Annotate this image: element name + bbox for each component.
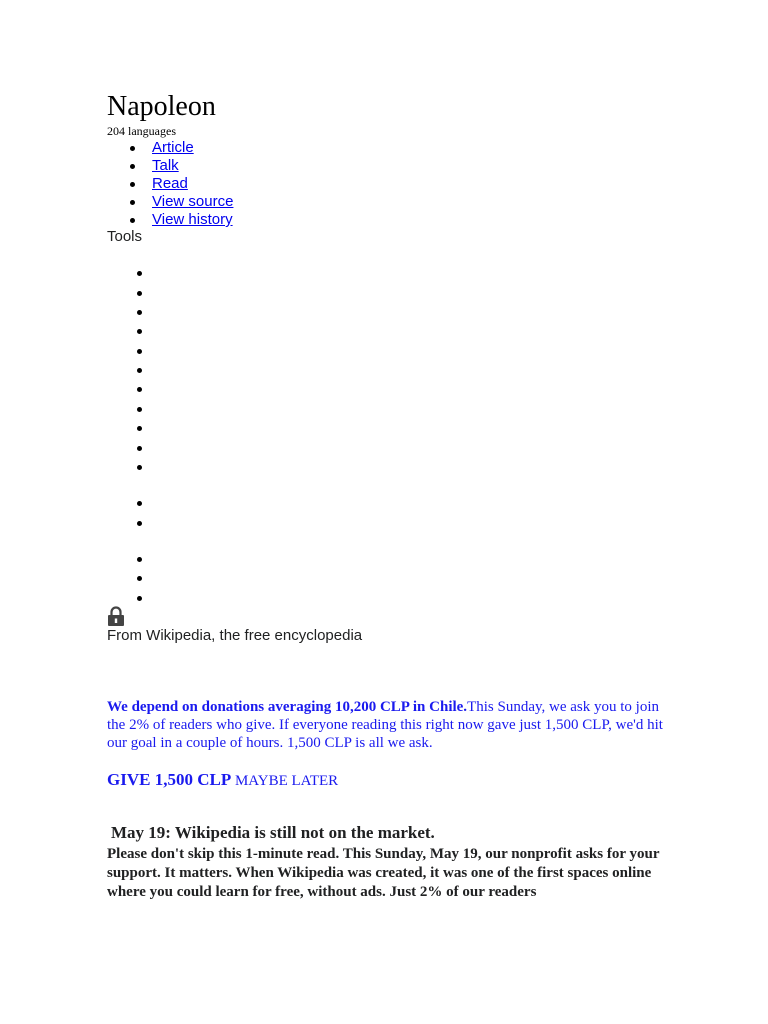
tab-read xyxy=(107,175,233,193)
tools-menu[interactable]: Tools xyxy=(107,228,143,245)
site-tagline: From Wikipedia, the free encyclopedia xyxy=(107,627,363,644)
page-title: Napoleon xyxy=(107,91,216,122)
tab-article xyxy=(107,139,233,157)
language-selector[interactable]: 204 languages xyxy=(107,124,176,138)
tools-list-item xyxy=(137,291,142,296)
appeal-title: May 19: Wikipedia is still not on the market. xyxy=(111,823,435,842)
tab-view-history xyxy=(107,211,233,229)
tools-list-item xyxy=(137,596,142,601)
tools-list-item xyxy=(137,271,142,276)
lock-icon xyxy=(107,606,125,626)
donation-headline: We depend on donations averaging 10,200 CLP in Chile. xyxy=(107,699,468,715)
appeal-body: Please don't skip this 1-minute read. This Sunday, May 19, our nonprofit asks for your support. It matters. When Wikipedia was created, it was one of the first spaces online where you could learn for free, without ads. Just 2% of our readers xyxy=(107,846,660,900)
tab-view-source xyxy=(107,193,233,211)
give-button[interactable]: GIVE 1,500 CLP xyxy=(107,770,232,789)
tab-view-source-link[interactable]: View source xyxy=(152,193,234,210)
tools-list-item xyxy=(137,426,142,431)
tab-talk xyxy=(107,157,233,175)
tools-list-item xyxy=(137,501,142,506)
tab-view-history-link[interactable]: View history xyxy=(152,211,233,228)
tools-list-item xyxy=(137,407,142,412)
tools-list-item xyxy=(137,329,142,334)
donation-banner xyxy=(107,698,667,752)
tab-article-link[interactable]: Article xyxy=(152,139,194,156)
tools-list-item xyxy=(137,446,142,451)
tools-list-item xyxy=(137,557,142,562)
tab-read-link[interactable]: Read xyxy=(152,175,188,192)
tools-list-item xyxy=(137,368,142,373)
tab-talk-link[interactable]: Talk xyxy=(152,157,179,174)
tools-list-item xyxy=(137,310,142,315)
donation-body: This Sunday, we ask you to join the 2% of readers who give. If everyone reading this right now gave just 1,500 CLP, we'd hit our goal in a couple of hours. 1,500 CLP is all we ask. xyxy=(107,699,663,751)
tools-list-item xyxy=(137,387,142,392)
tools-list-item xyxy=(137,576,142,581)
page-tabs xyxy=(107,139,233,229)
donation-actions xyxy=(107,770,338,791)
tools-list-item xyxy=(137,349,142,354)
tools-list-item xyxy=(137,465,142,470)
maybe-later-button[interactable]: MAYBE LATER xyxy=(234,773,339,789)
tools-list-item xyxy=(137,521,142,526)
